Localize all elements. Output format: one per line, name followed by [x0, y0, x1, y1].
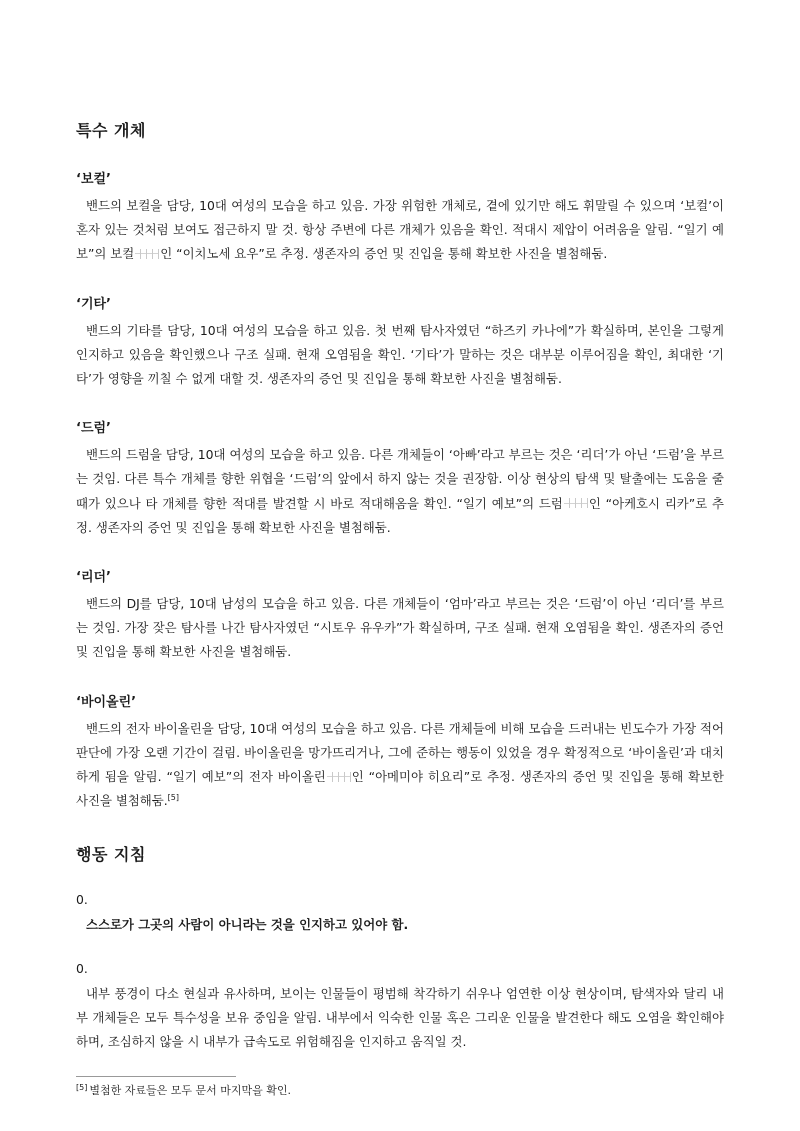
entity-description — [76, 592, 724, 665]
footnote — [76, 1083, 724, 1099]
section-title-special-entities: 특수 개체 — [76, 121, 146, 140]
section-title-guidelines: 행동 지침 — [76, 845, 146, 865]
guideline-text: 내부 풍경이 다소 현실과 유사하며, 보이는 인물들이 평범해 착각하기 쉬우나 엄연한 이상 현상이며, 탐색자와 달리 내부 개체들은 모두 특수성을 보유 중임을 알림. 내부에서 익숙한 인물 혹은 그리운 인물을 발견한다 해도 오염을 확인해야 하며, 조심하지 않을 시 내부가 급속도로 위험해짐을 인지하고 움직일 것. — [76, 985, 724, 1050]
entity-leader — [76, 569, 724, 665]
guideline-item — [76, 960, 724, 1055]
entity-name: ‘드럼’ — [76, 421, 111, 437]
redaction-mark — [327, 772, 351, 782]
footnote-reference[interactable]: [5] — [167, 793, 180, 803]
entity-name: ‘바이올린’ — [76, 694, 137, 710]
redaction-mark — [564, 498, 588, 508]
description-text: 인 “아케호시 리카”로 추정. 생존자의 증언 및 진입을 통해 확보한 사진을 별첨해둠. — [76, 495, 724, 535]
guideline-number: 0. — [76, 892, 88, 908]
entity-description — [76, 319, 724, 392]
guideline-item — [76, 891, 724, 937]
description-text: 밴드의 기타를 담당, 10대 여성의 모습을 하고 있음. 첫 번째 탐사자였던 “하즈키 카나에”가 확실하며, 본인을 그렇게 인지하고 있음을 확인했으나 구조 실패. 현재 오염됨을 확인. ‘기타’가 말하는 것은 대부분 이루어짐을 확인, 최대한 ‘기타’가 영향을 끼칠 수 없게 대할 것. 생존자의 증언 및 진입을 통해 확보한 사진을 별첨해둠. — [76, 322, 724, 387]
guideline-text: 스스로가 그곳의 사람이 아니라는 것을 인지하고 있어야 함. — [86, 917, 409, 933]
footnote-mark: [5] — [76, 1082, 88, 1092]
footnote-divider — [76, 1076, 236, 1077]
description-text: 인 “아메미야 히요리”로 추정. 생존자의 증언 및 진입을 통해 확보한 사진을 별첨해둠. — [76, 769, 724, 809]
description-text: 밴드의 보컬을 담당, 10대 여성의 모습을 하고 있음. 가장 위험한 개체로, 곁에 있기만 해도 휘말릴 수 있으며 ‘보컬’이 혼자 있는 것처럼 보여도 접근하지 말 것. 항상 주변에 다른 개체가 있음을 확인. 적대시 제압이 어려움을 알림. “일기 예보”의 보컬 — [76, 198, 724, 262]
entity-drum — [76, 420, 724, 540]
footnote-text: 별첨한 자료들은 모두 문서 마지막을 확인. — [89, 1084, 291, 1098]
entity-description — [76, 194, 724, 267]
entity-name: ‘기타’ — [76, 296, 111, 312]
description-text: 인 “이치노세 요우”로 추정. 생존자의 증언 및 진입을 통해 확보한 사진을 별첨해둠. — [160, 246, 608, 262]
entity-guitar — [76, 296, 724, 392]
entity-violin — [76, 694, 724, 814]
entity-name: ‘리더’ — [76, 570, 111, 586]
description-text: 밴드의 전자 바이올린을 담당, 10대 여성의 모습을 하고 있음. 다른 개체들에 비해 모습을 드러내는 빈도수가 가장 적어 판단에 가장 오랜 기간이 걸림. 바이올린을 망가뜨리거나, 그에 준하는 행동이 있었을 경우 확정적으로 ‘바이올린’과 대치하게 됨을 알림. “일기 예보”의 전자 바이올린 — [76, 720, 724, 785]
redaction-mark — [135, 249, 159, 259]
description-text: 밴드의 DJ를 담당, 10대 남성의 모습을 하고 있음. 다른 개체들이 ‘엄마’라고 부르는 것은 ‘드럼’이 아닌 ‘리더’를 부르는 것임. 가장 잦은 탐사를 나간 탐사자였던 “시토우 유우카”가 확실하며, 구조 실패. 현재 오염됨을 확인. 생존자의 증언 및 진입을 통해 확보한 사진을 별첨해둠. — [76, 596, 724, 660]
entity-name: ‘보컬’ — [76, 172, 111, 187]
entity-description — [76, 443, 724, 540]
entity-description — [76, 717, 724, 814]
description-text: 밴드의 드럼을 담당, 10대 여성의 모습을 하고 있음. 다른 개체들이 ‘아빠’라고 부르는 것은 ‘리더’가 아닌 ‘드럼’을 부르는 것임. 다른 특수 개체를 향한 위협을 ‘드럼’의 앞에서 하지 않는 것을 권장함. 이상 현상의 탐색 및 탈출에는 도움을 줄 때가 있으나 타 개체를 향한 적대를 발견할 시 바로 적대해옴을 확인. “일기 예보”의 드럼 — [76, 447, 724, 511]
guideline-number: 0. — [76, 960, 88, 976]
entity-vocal — [76, 171, 724, 267]
